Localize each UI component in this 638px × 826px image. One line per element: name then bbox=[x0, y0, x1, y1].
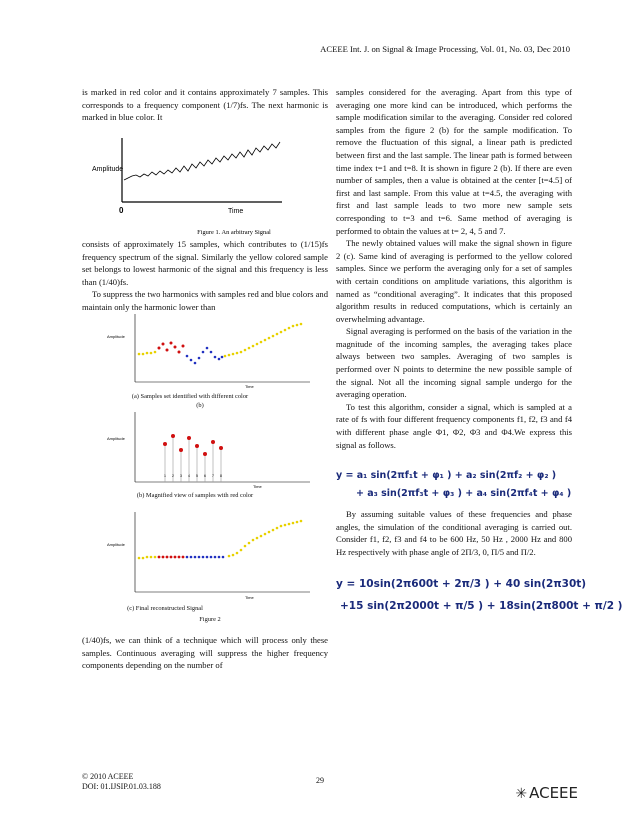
right-paragraph-4: To test this algorithm, consider a signal, which is sampled at a rate of fs with four different frequency components f1, f2, f3 and f4 with different phase angle Φ1, Φ2, Φ3 and Φ4.We express this signal as follows. bbox=[336, 401, 572, 450]
right-paragraph-2: The newly obtained values will make the signal shown in figure 2 (c). Same kind of averaging is performed to the yellow colored samples. Since we perform the averaging only for a set of samples with certain conditions on amplitude variations, this algorithm is named as “conditional averaging”. It indicates that this proposed algorithm results in reduced computations, which is certainly an overwhelming advantage. bbox=[336, 238, 572, 324]
left-paragraph-3: To suppress the two harmonics with samples red and blue colors and maintain only the harmonic lower than bbox=[82, 289, 328, 312]
equation-1-line-1: y = a₁ sin(2πf₁t + φ₁ ) + a₂ sin(2πf₂ + φ₂ ) bbox=[336, 470, 557, 481]
left-column-mid bbox=[82, 238, 328, 314]
right-paragraph-5: By assuming suitable values of these frequencies and phase angles, the simulation of the conditional averaging is carried out. Consider f1, f2, f3 and f4 to be 600 Hz, 50 Hz , 2000 Hz and 800 Hz respectively with phase angle of 2Π/3, 0, Π/5 and Π/2. bbox=[336, 509, 572, 557]
fig2c-caption: (c) Final reconstructed Signal bbox=[127, 605, 203, 612]
fig2b-ylabel: Amplitude bbox=[107, 436, 125, 441]
fig2a-caption: (a) Samples set identified with different color bbox=[131, 393, 249, 400]
fig2c-ylabel: Amplitude bbox=[107, 542, 125, 547]
figure-2c bbox=[105, 508, 315, 608]
svg-text:5: 5 bbox=[196, 474, 198, 478]
svg-text:4: 4 bbox=[188, 474, 190, 478]
right-paragraph-3: Signal averaging is performed on the basis of the variation in the magnitude of the incoming samples, the averaging takes place always between two samples. Averaging of two samples is performed over N points to determine the new possible sample of the signal. Not all the incoming signal sample undergo for the averaging operation. bbox=[336, 326, 572, 400]
fig1-origin: 0 bbox=[119, 206, 124, 215]
right-paragraph-1: samples considered for the averaging. Apart from this type of averaging one more kind can be introduced, which performs the sample modification similar to the averaging. Consider red colored samples from the figure 2 (b) for the sample modification. To remove the fluctuation of this signal, a linear path is predicted between first and the last sample. The linear path is formed between time index t=1 and t=8. It is shown in figure 2 (b). If there are even number of samples, then a value is obtained at the center [t=4.5] of first and last sample. From this value at t=4.5, the averaging with first and last sample leads to two more new sample sets corresponding to t=3 and t=6. Same method of averaging is performed to obtain the values at t= 2, 4, 5 and 7. bbox=[336, 87, 572, 236]
left-paragraph-1: is marked in red color and it contains approximately 7 samples. This corresponds to a frequency component (1/7)fs. The next harmonic is marked in blue color. It bbox=[82, 87, 328, 123]
fig1-xlabel: Time bbox=[228, 208, 244, 215]
fig1-ylabel: Amplitude bbox=[92, 166, 124, 173]
figure-2-caption: Figure 2 bbox=[199, 616, 221, 623]
svg-text:8: 8 bbox=[220, 474, 222, 478]
logo-text: ACEEE bbox=[529, 784, 578, 802]
left-column-bottom bbox=[82, 634, 328, 672]
svg-text:7: 7 bbox=[212, 474, 214, 478]
fig2b-xlabel: Time bbox=[253, 484, 262, 489]
right-column-mid bbox=[336, 508, 572, 558]
footer-left bbox=[82, 772, 161, 792]
fig2a-ylabel: Amplitude bbox=[107, 334, 125, 339]
page-number: 29 bbox=[316, 776, 324, 785]
fig2b-caption: (b) Magnified view of samples with red color bbox=[136, 492, 254, 499]
svg-text:3: 3 bbox=[180, 474, 182, 478]
left-column-top bbox=[82, 86, 328, 124]
fig1-caption: Figure 1. An arbitrary Signal bbox=[197, 229, 271, 236]
svg-text:6: 6 bbox=[204, 474, 206, 478]
right-column-top bbox=[336, 86, 572, 451]
star-icon: ✳ bbox=[515, 786, 528, 802]
svg-text:1: 1 bbox=[164, 474, 166, 478]
fig2c-xlabel: Time bbox=[245, 595, 254, 600]
svg-text:2: 2 bbox=[172, 474, 174, 478]
figure-2b bbox=[105, 410, 315, 492]
fig2a-xlabel: Time bbox=[245, 384, 254, 389]
figure-1 bbox=[82, 130, 328, 238]
equation-2-line-1: y = 10sin(2π600t + 2π/3 ) + 40 sin(2π30t) bbox=[336, 578, 587, 590]
left-paragraph-4: (1/40)fs, we can think of a technique which will process only these samples. Continuous averaging will suppress the higher frequency components depending on the number of bbox=[82, 635, 328, 671]
equation-2-line-2: +15 sin(2π2000t + π/5 ) + 18sin(2π800t + π/2 ) bbox=[340, 600, 623, 612]
equation-1-line-2: + a₃ sin(2πf₃t + φ₃ ) + a₄ sin(2πf₄t + φ₄ ) bbox=[356, 488, 572, 499]
footer-doi: DOI: 01.IJSIP.01.03.188 bbox=[82, 782, 161, 791]
fig2b-label: (b) bbox=[196, 402, 204, 409]
left-paragraph-2: consists of approximately 15 samples, which contributes to (1/15)fs frequency spectrum of the signal. Similarly the yellow colored sample set belongs to lowest harmonic of the signal and this frequency is less than (1/40)fs. bbox=[82, 239, 328, 287]
footer-copyright: © 2010 ACEEE bbox=[82, 772, 134, 781]
running-header: ACEEE Int. J. on Signal & Image Processing, Vol. 01, No. 03, Dec 2010 bbox=[320, 44, 570, 54]
aceee-logo bbox=[515, 784, 578, 802]
